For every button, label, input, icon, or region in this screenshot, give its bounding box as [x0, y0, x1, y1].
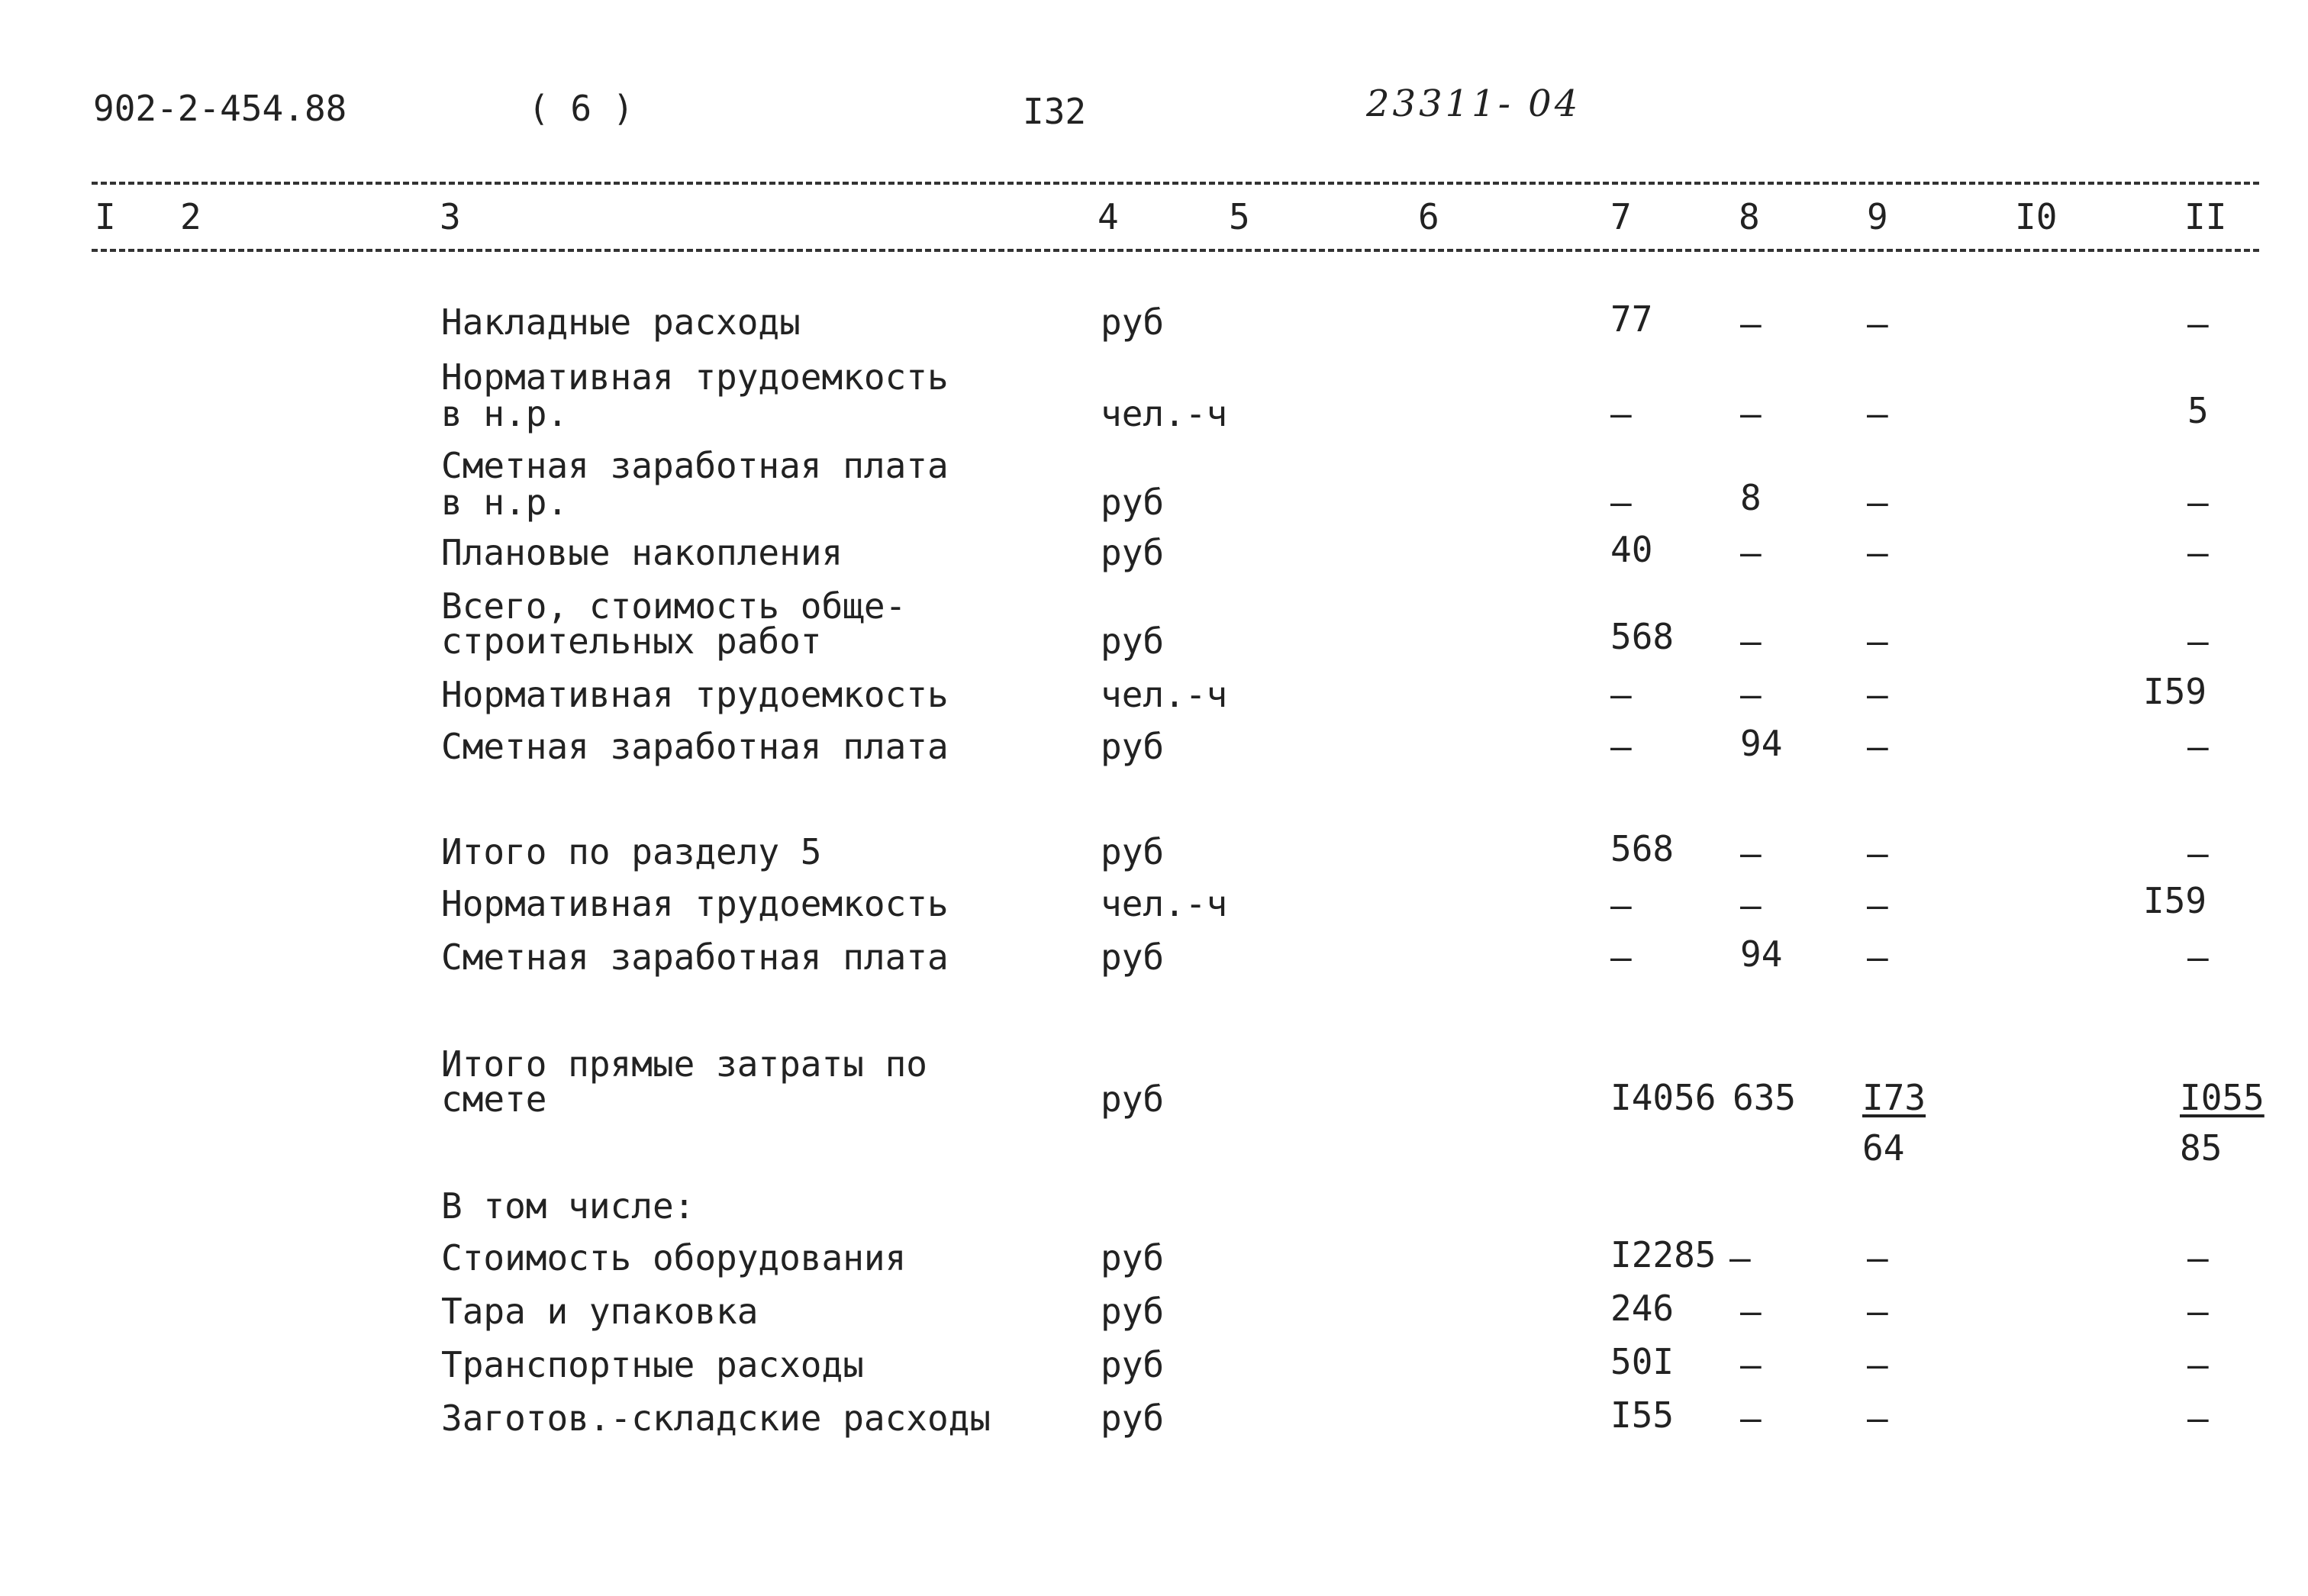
- cell-col11: –: [2187, 937, 2209, 978]
- cell-col7: I2285: [1610, 1234, 1716, 1275]
- cell-col7: I4056: [1610, 1077, 1716, 1118]
- col-header-8: 8: [1739, 196, 1760, 237]
- cell-col7: –: [1610, 885, 1632, 926]
- cell-col9: –: [1867, 303, 1888, 344]
- col-header-5: 5: [1229, 196, 1250, 237]
- section-subheading: В том числе:: [441, 1185, 695, 1227]
- col-header-2: 2: [180, 196, 201, 237]
- col-header-1: I: [95, 196, 116, 237]
- cell-col11: –: [2187, 726, 2209, 767]
- cell-col11: –: [2187, 1237, 2209, 1278]
- row-label-cont: смете: [441, 1079, 547, 1120]
- row-label: Нормативная трудоемкость: [441, 883, 949, 924]
- row-label: Стоимость оборудования: [441, 1237, 907, 1278]
- row-unit: чел.-ч: [1101, 883, 1228, 924]
- cell-col8: 94: [1740, 723, 1783, 764]
- row-label: Накладные расходы: [441, 301, 801, 343]
- cell-col11-numerator: I055: [2180, 1077, 2264, 1118]
- row-label: Нормативная трудоемкость: [441, 674, 949, 715]
- cell-col9: –: [1867, 674, 1888, 715]
- handwritten-code: 23311- 04: [1366, 82, 1581, 125]
- row-label: Транспортные расходы: [441, 1344, 864, 1385]
- row-unit: руб: [1101, 1237, 1165, 1278]
- header-bottom-rule: [92, 249, 2259, 252]
- cell-col9: –: [1867, 1291, 1888, 1332]
- cell-col11: –: [2187, 1344, 2209, 1385]
- row-label: Нормативная трудоемкость: [441, 356, 949, 398]
- cell-col8: –: [1729, 1237, 1751, 1278]
- cell-col8: –: [1740, 1398, 1762, 1439]
- row-unit: руб: [1101, 1398, 1165, 1439]
- cell-col7: 77: [1610, 298, 1653, 340]
- cell-col8: –: [1740, 532, 1762, 573]
- col-header-3: 3: [440, 196, 461, 237]
- cell-col9-denominator: 64: [1862, 1127, 1905, 1169]
- row-unit: руб: [1101, 301, 1165, 343]
- cell-col7: –: [1610, 674, 1632, 715]
- row-unit: чел.-ч: [1101, 674, 1228, 715]
- cell-col7: –: [1610, 726, 1632, 767]
- cell-col9: –: [1867, 482, 1888, 523]
- header-top-rule: [92, 182, 2259, 185]
- col-header-9: 9: [1867, 196, 1888, 237]
- row-label-cont: в н.р.: [441, 482, 569, 523]
- cell-col9-numerator: I73: [1862, 1077, 1926, 1118]
- cell-col7: I55: [1610, 1394, 1675, 1436]
- row-label-cont: строительных работ: [441, 621, 822, 662]
- cell-col11: –: [2187, 482, 2209, 523]
- row-label: Итого прямые затраты по: [441, 1043, 927, 1085]
- cell-col9: –: [1867, 1237, 1888, 1278]
- cell-col11: 5: [2187, 390, 2209, 431]
- cell-col8: –: [1740, 1344, 1762, 1385]
- cell-col8: –: [1740, 1291, 1762, 1332]
- row-label: Сметная заработная плата: [441, 726, 949, 767]
- cell-col8: –: [1740, 621, 1762, 662]
- cell-col7: 568: [1610, 616, 1675, 657]
- cell-col8: –: [1740, 833, 1762, 874]
- row-label: Сметная заработная плата: [441, 937, 949, 978]
- row-label: Плановые накопления: [441, 532, 843, 573]
- col-header-6: 6: [1418, 196, 1439, 237]
- cell-col8: –: [1740, 393, 1762, 434]
- cell-col7: 246: [1610, 1288, 1675, 1329]
- row-label: Сметная заработная плата: [441, 445, 949, 486]
- row-unit: руб: [1101, 1291, 1165, 1332]
- col-header-10: I0: [2015, 196, 2058, 237]
- doc-code: 902-2-454.88: [93, 88, 347, 129]
- cell-col9: –: [1867, 937, 1888, 978]
- row-label: Заготов.-складские расходы: [441, 1398, 991, 1439]
- cell-col9: –: [1867, 1344, 1888, 1385]
- row-unit: руб: [1101, 621, 1165, 662]
- cell-col8: 635: [1733, 1077, 1797, 1118]
- cell-col9: –: [1867, 1398, 1888, 1439]
- cell-col7: 568: [1610, 828, 1675, 869]
- cell-col8: –: [1740, 674, 1762, 715]
- sheet-number: ( 6 ): [528, 88, 634, 129]
- cell-col11: –: [2187, 1398, 2209, 1439]
- col-header-11: II: [2184, 196, 2227, 237]
- cell-col9: –: [1867, 726, 1888, 767]
- row-unit: руб: [1101, 1079, 1165, 1120]
- row-unit: руб: [1101, 831, 1165, 872]
- row-unit: руб: [1101, 532, 1165, 573]
- cell-col11-denominator: 85: [2180, 1127, 2223, 1169]
- row-label: Итого по разделу 5: [441, 831, 822, 872]
- cell-col8: 94: [1740, 933, 1783, 975]
- cell-col8: –: [1740, 885, 1762, 926]
- cell-col9: –: [1867, 621, 1888, 662]
- cell-col9: –: [1867, 393, 1888, 434]
- col-header-4: 4: [1098, 196, 1119, 237]
- cell-col11: –: [2187, 532, 2209, 573]
- cell-col7: –: [1610, 937, 1632, 978]
- cell-col11: –: [2187, 833, 2209, 874]
- page-number: I32: [1023, 91, 1087, 132]
- cell-col11: –: [2187, 1291, 2209, 1332]
- row-unit: чел.-ч: [1101, 393, 1228, 434]
- row-unit: руб: [1101, 937, 1165, 978]
- row-unit: руб: [1101, 482, 1165, 523]
- cell-col7: 40: [1610, 529, 1653, 570]
- cell-col11: –: [2187, 621, 2209, 662]
- col-header-7: 7: [1610, 196, 1632, 237]
- cell-col7: –: [1610, 482, 1632, 523]
- row-label: Тара и упаковка: [441, 1291, 759, 1332]
- cell-col8: –: [1740, 303, 1762, 344]
- row-label: Всего, стоимость обще-: [441, 585, 907, 627]
- cell-col9: –: [1867, 532, 1888, 573]
- cell-col9: –: [1867, 885, 1888, 926]
- cell-col11: I59: [2143, 671, 2207, 712]
- row-unit: руб: [1101, 726, 1165, 767]
- row-label-cont: в н.р.: [441, 393, 569, 434]
- cell-col8: 8: [1740, 477, 1762, 518]
- cell-col7: –: [1610, 393, 1632, 434]
- row-unit: руб: [1101, 1344, 1165, 1385]
- cell-col9: –: [1867, 833, 1888, 874]
- cell-col7: 50I: [1610, 1341, 1675, 1382]
- cell-col11: I59: [2143, 880, 2207, 921]
- cell-col11: –: [2187, 303, 2209, 344]
